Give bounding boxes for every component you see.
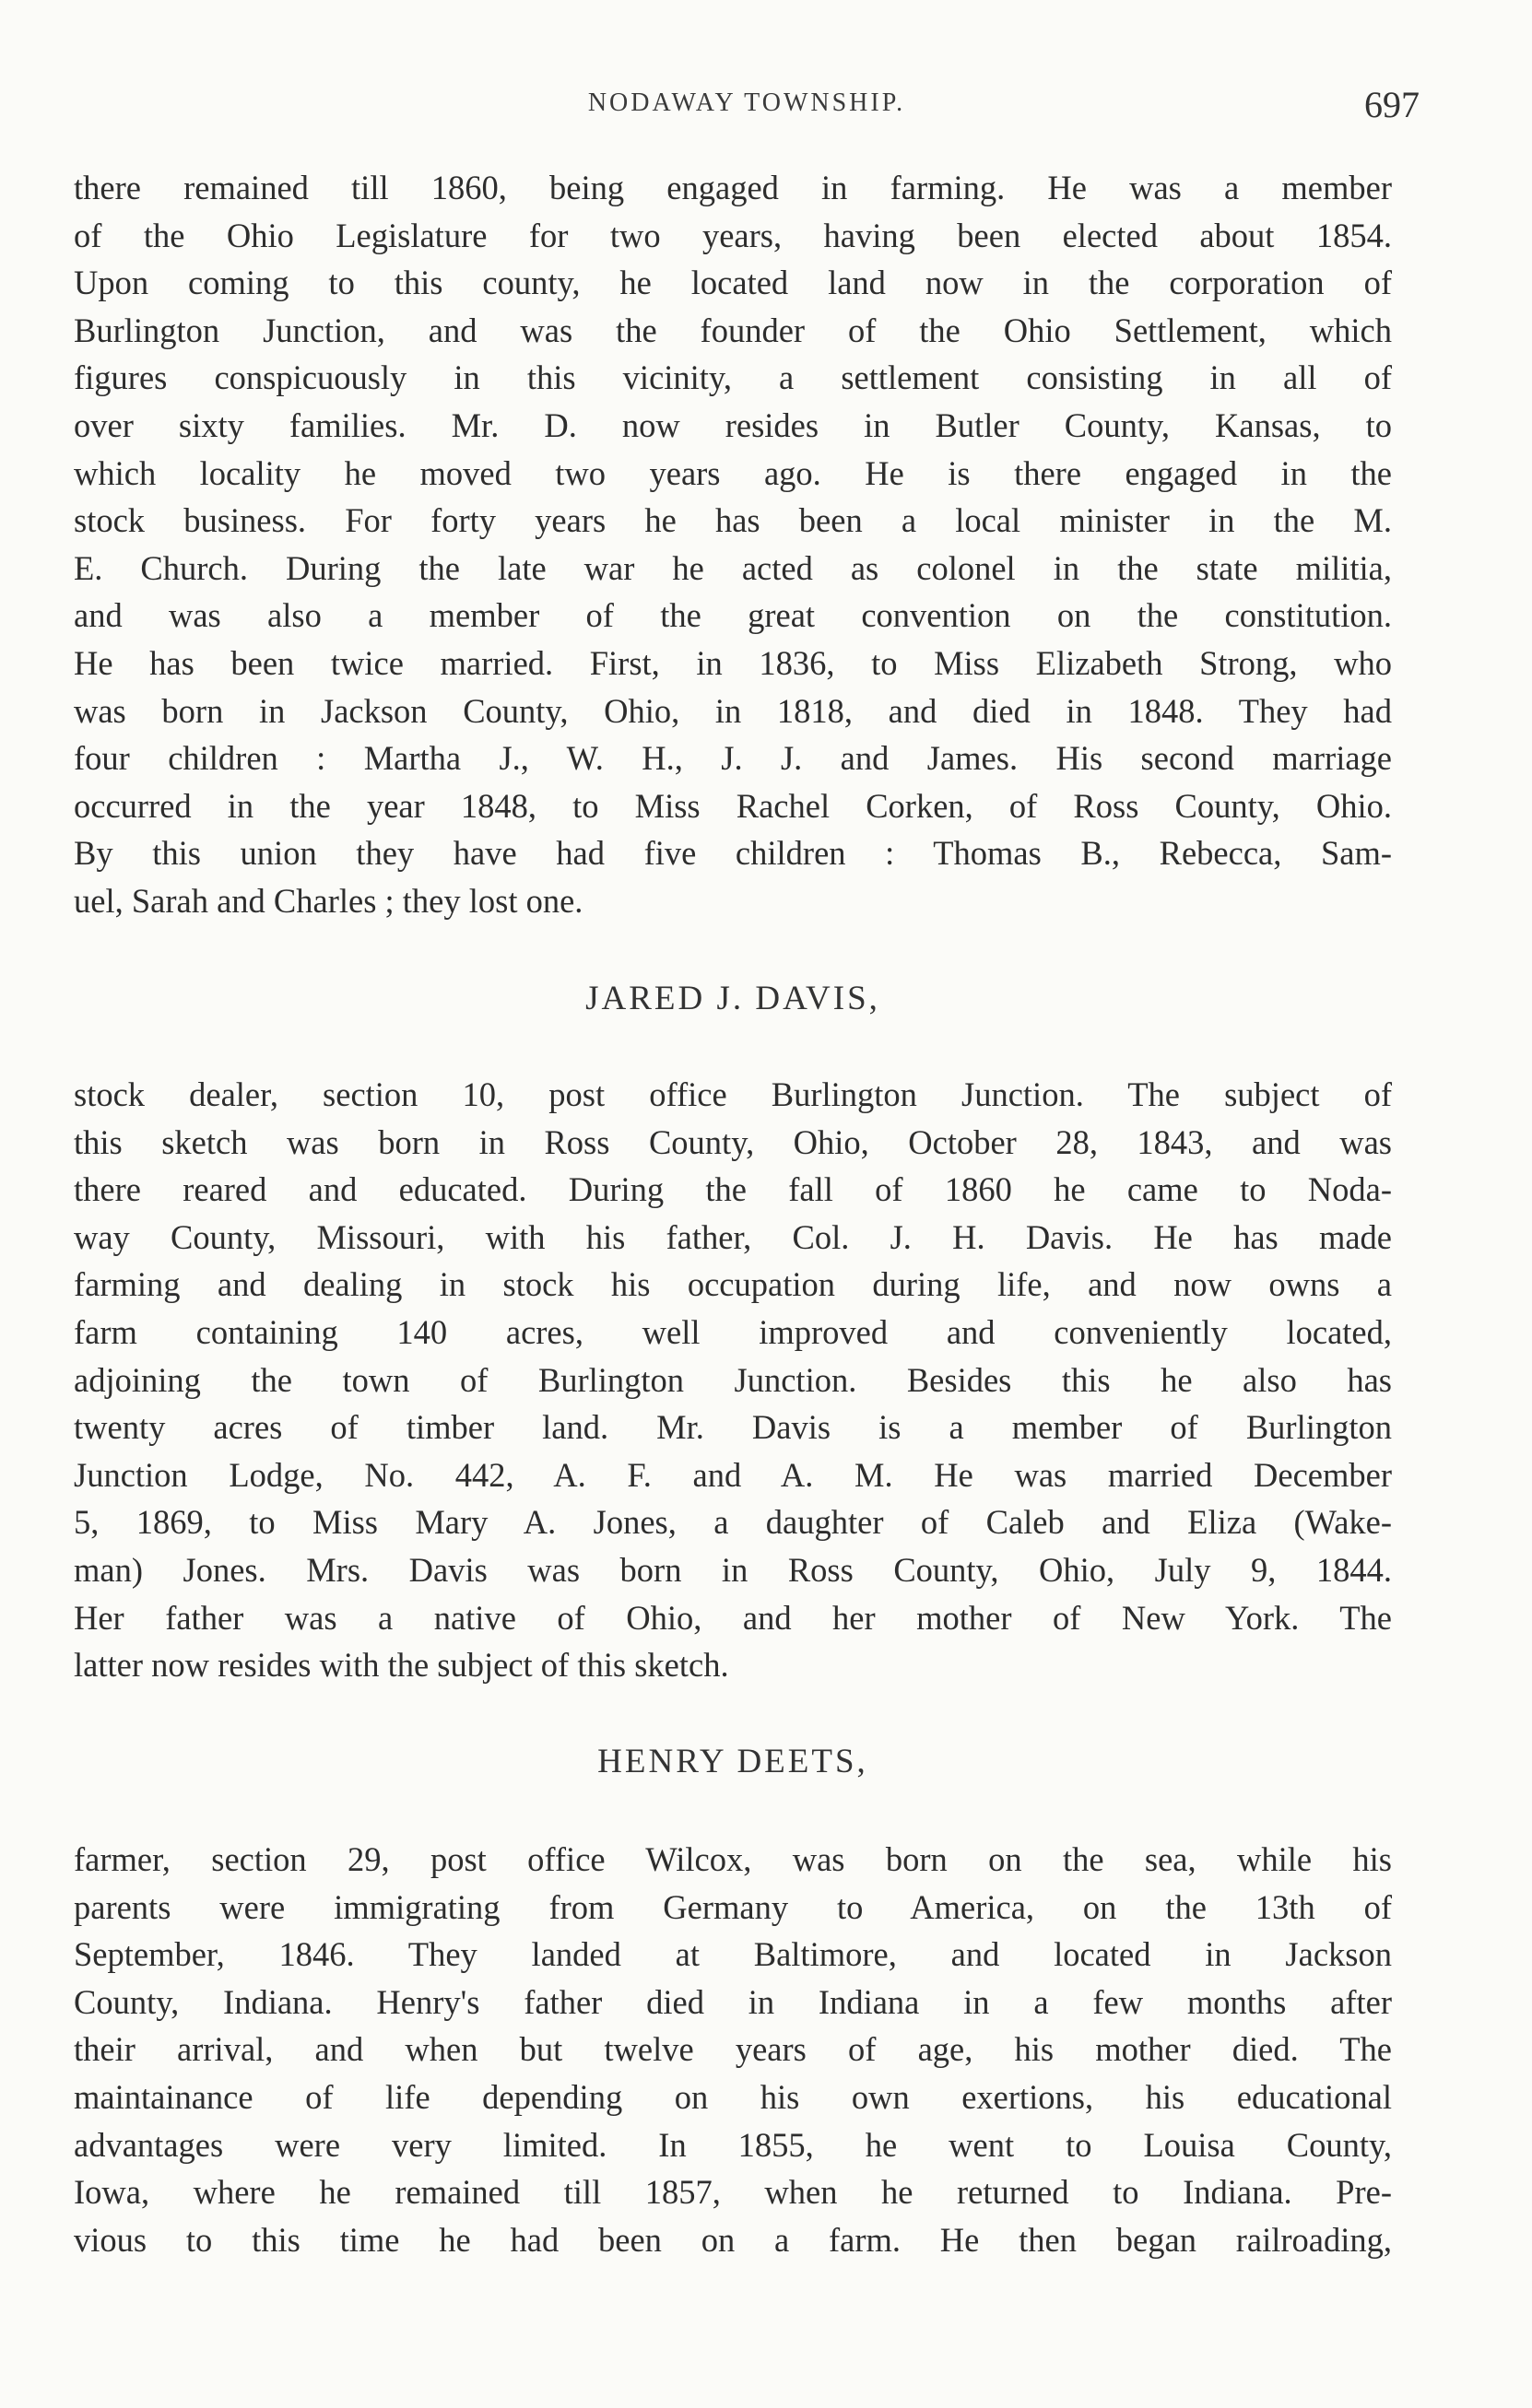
- text-line: latter now resides with the subject of this sketch.: [74, 1646, 729, 1685]
- text-line: parents were immigrating from Germany to America, on the 13th of: [74, 1887, 1392, 1926]
- text-line: vious to this time he had been on a farm. He then began railroading,: [74, 2220, 1392, 2259]
- text-line: September, 1846. They landed at Baltimore, and located in Jackson: [74, 1935, 1392, 1974]
- text-line: their arrival, and when but twelve years of age, his mother died. The: [74, 2030, 1392, 2069]
- running-head-title: NODAWAY TOWNSHIP.: [587, 88, 906, 117]
- text-line: there remained till 1860, being engaged in farming. He was a member: [74, 169, 1392, 206]
- section-heading-henry-deets: HENRY DEETS,: [597, 1743, 868, 1780]
- text-line: occurred in the year 1848, to Miss Rachel Corken, of Ross County, Ohio.: [74, 786, 1392, 825]
- text-line: Junction Lodge, No. 442, A. F. and A. M. He was married December: [74, 1455, 1392, 1494]
- running-head: [74, 83, 1420, 138]
- text-line: He has been twice married. First, in 1836, to Miss Elizabeth Strong, who: [74, 643, 1392, 682]
- text-line: twenty acres of timber land. Mr. Davis is a member of Burlington: [74, 1408, 1392, 1447]
- section-heading-jared-davis: JARED J. DAVIS,: [585, 980, 880, 1017]
- text-line: stock dealer, section 10, post office Burlington Junction. The subject of: [74, 1075, 1392, 1113]
- text-line: 5, 1869, to Miss Mary A. Jones, a daughter of Caleb and Eliza (Wake-: [74, 1503, 1392, 1542]
- text-line: over sixty families. Mr. D. now resides in Butler County, Kansas, to: [74, 405, 1392, 444]
- text-line: and was also a member of the great convention on the constitution.: [74, 596, 1392, 635]
- text-line: uel, Sarah and Charles ; they lost one.: [74, 881, 583, 920]
- text-line: four children : Martha J., W. H., J. J. and James. His second marriage: [74, 739, 1392, 778]
- text-line: figures conspicuously in this vicinity, a settlement consisting in all of: [74, 358, 1392, 397]
- text-line: Her father was a native of Ohio, and her mother of New York. The: [74, 1598, 1392, 1637]
- text-line: farmer, section 29, post office Wilcox, was born on the sea, while his: [74, 1840, 1392, 1878]
- text-line: there reared and educated. During the fall of 1860 he came to Noda-: [74, 1170, 1392, 1209]
- text-line: man) Jones. Mrs. Davis was born in Ross County, Ohio, July 9, 1844.: [74, 1550, 1392, 1589]
- text-line: of the Ohio Legislature for two years, having been elected about 1854.: [74, 216, 1392, 254]
- text-line: County, Indiana. Henry's father died in Indiana in a few months after: [74, 1982, 1392, 2021]
- paragraph-henry-deets: [74, 1836, 1392, 2263]
- text-line: Iowa, where he remained till 1857, when he returned to Indiana. Pre-: [74, 2173, 1392, 2212]
- text-line: way County, Missouri, with his father, Col. J. H. Davis. He has made: [74, 1217, 1392, 1256]
- text-line: maintainance of life depending on his own exertions, his educational: [74, 2077, 1392, 2116]
- text-line: this sketch was born in Ross County, Ohio, October 28, 1843, and was: [74, 1122, 1392, 1161]
- text-line: Upon coming to this county, he located land now in the corporation of: [74, 264, 1392, 302]
- text-line: stock business. For forty years he has been a local minister in the M.: [74, 501, 1392, 540]
- text-line: was born in Jackson County, Ohio, in 1818, and died in 1848. They had: [74, 691, 1392, 730]
- text-line: which locality he moved two years ago. He is there engaged in the: [74, 453, 1392, 492]
- text-line: By this union they have had five children : Thomas B., Rebecca, Sam-: [74, 834, 1392, 873]
- text-line: farm containing 140 acres, well improved and conveniently located,: [74, 1312, 1392, 1351]
- text-line: Burlington Junction, and was the founder of the Ohio Settlement, which: [74, 311, 1392, 349]
- text-line: adjoining the town of Burlington Junction. Besides this he also has: [74, 1360, 1392, 1399]
- paragraph-jared-davis: [74, 1071, 1392, 1689]
- text-line: advantages were very limited. In 1855, he went to Louisa County,: [74, 2125, 1392, 2164]
- text-line: E. Church. During the late war he acted as colonel in the state militia,: [74, 548, 1392, 587]
- paragraph-continued: [74, 164, 1392, 925]
- page-number: 697: [1364, 84, 1420, 125]
- text-line: farming and dealing in stock his occupation during life, and now owns a: [74, 1265, 1392, 1304]
